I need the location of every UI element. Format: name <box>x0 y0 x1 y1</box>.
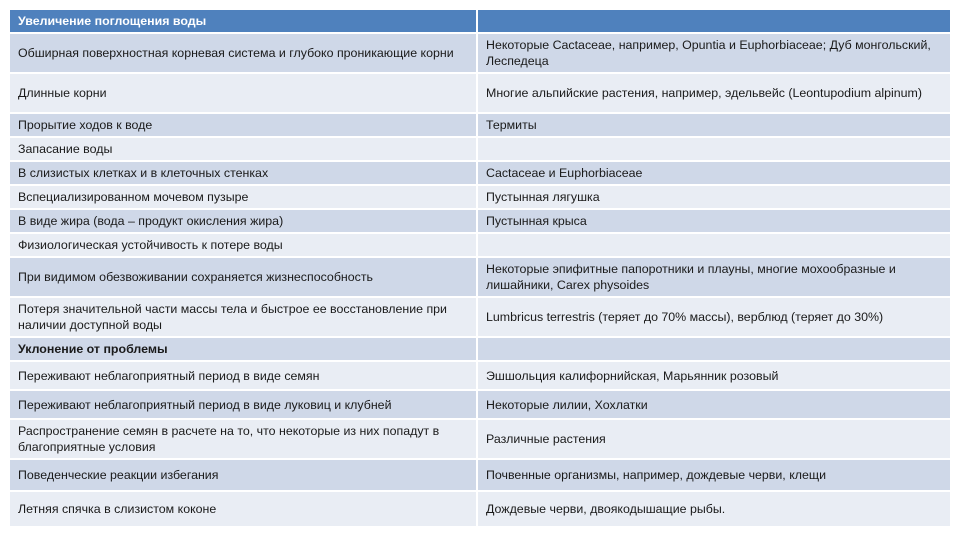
table-cell-example: Различные растения <box>478 420 950 458</box>
table-cell-adaptation: Переживают неблагоприятный период в виде семян <box>10 362 476 389</box>
table-cell-example: Дождевые черви, двоякодышащие рыбы. <box>478 492 950 526</box>
table-cell-example <box>478 234 950 256</box>
table-cell-example: Некоторые эпифитные папоротники и плауны, многие мохообразные и лишайники, Carex physoides <box>478 258 950 296</box>
table-cell-adaptation: Распространение семян в расчете на то, что некоторые из них попадут в благоприятные условия <box>10 420 476 458</box>
table-cell-adaptation: Потеря значительной части массы тела и быстрое ее восстановление при наличии доступной воды <box>10 298 476 336</box>
table-cell-adaptation: Летняя спячка в слизистом коконе <box>10 492 476 526</box>
table-cell-adaptation: Обширная поверхностная корневая система и глубоко проникающие корни <box>10 34 476 72</box>
section-heading: Физиологическая устойчивость к потере воды <box>10 234 476 256</box>
header-cell-category: Увеличение поглощения воды <box>10 10 476 32</box>
table-cell-example: Cactaceae и Euphorbiaceae <box>478 162 950 184</box>
table-cell-example: Некоторые лилии, Хохлатки <box>478 391 950 418</box>
table-cell-example: Пустынная крыса <box>478 210 950 232</box>
table-cell-example: Некоторые Cactaceae, например, Opuntia и Euphorbiaceae; Дуб монгольский, Леспедеца <box>478 34 950 72</box>
table-cell-adaptation: При видимом обезвоживании сохраняется жизнеспособность <box>10 258 476 296</box>
table-cell-adaptation: Вспециализированном мочевом пузыре <box>10 186 476 208</box>
table-cell-example: Многие альпийские растения, например, эдельвейс (Leontupodium alpinum) <box>478 74 950 112</box>
section-heading: Запасание воды <box>10 138 476 160</box>
table-cell-example <box>478 338 950 360</box>
table-cell-example: Почвенные организмы, например, дождевые черви, клещи <box>478 460 950 490</box>
table-cell-adaptation: Прорытие ходов к воде <box>10 114 476 136</box>
section-heading: Уклонение от проблемы <box>10 338 476 360</box>
data-table <box>10 10 950 526</box>
table-cell-example: Lumbricus terrestris (теряет до 70% массы), верблюд (теряет до 30%) <box>478 298 950 336</box>
table-cell-example: Термиты <box>478 114 950 136</box>
table-cell-adaptation: Длинные корни <box>10 74 476 112</box>
header-cell-examples <box>478 10 950 32</box>
table-cell-adaptation: Переживают неблагоприятный период в виде луковиц и клубней <box>10 391 476 418</box>
table-cell-adaptation: Поведенческие реакции избегания <box>10 460 476 490</box>
table-cell-example: Пустынная лягушка <box>478 186 950 208</box>
table-cell-adaptation: В слизистых клетках и в клеточных стенках <box>10 162 476 184</box>
table-cell-example <box>478 138 950 160</box>
table-cell-adaptation: В виде жира (вода – продукт окисления жира) <box>10 210 476 232</box>
table-cell-example: Эшшольция калифорнийская, Марьянник розовый <box>478 362 950 389</box>
